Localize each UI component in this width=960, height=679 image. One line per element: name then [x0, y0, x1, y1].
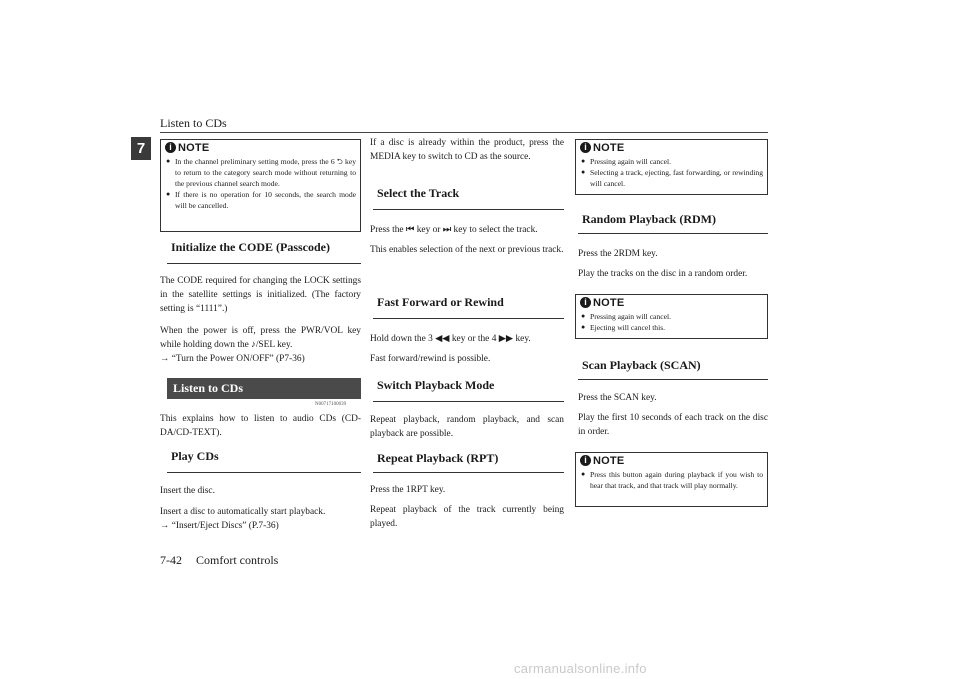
info-icon: i: [165, 142, 176, 153]
info-icon: i: [580, 455, 591, 466]
footer-section: Comfort controls: [196, 553, 279, 567]
section-title-fast-forward: Fast Forward or Rewind: [373, 295, 564, 319]
section-title-repeat-playback: Repeat Playback (RPT): [373, 451, 564, 473]
paragraph: Insert a disc to automatically start playback.: [160, 507, 326, 517]
note-label: NOTE: [593, 296, 625, 309]
info-icon: i: [580, 142, 591, 153]
paragraph: Play the tracks on the disc in a random order.: [578, 269, 748, 279]
note-item: ● Selecting a track, ejecting, fast forwarding, or rewinding will cancel.: [581, 167, 763, 189]
watermark: carmanualsonline.info: [514, 661, 647, 676]
paragraph: Fast forward/rewind is possible.: [370, 354, 491, 364]
note-label: NOTE: [593, 141, 625, 154]
paragraph: Play the first 10 seconds of each track on the disc in order.: [578, 413, 768, 437]
note-label: NOTE: [593, 454, 625, 467]
paragraph: Press the SCAN key.: [578, 393, 657, 403]
paragraph: When the power is off, press the PWR/VOL key while holding down the ♪/SEL key.: [160, 326, 361, 350]
paragraph: Press the 1RPT key.: [370, 485, 446, 495]
note-item: ● Pressing again will cancel.: [581, 156, 763, 167]
note-item: ● In the channel preliminary setting mode, press the 6 ⮌ key to return to the category search mode without returning to the previous channel search mode.: [166, 156, 356, 189]
paragraph: Repeat playback, random playback, and scan playback are possible.: [370, 415, 564, 439]
document-code: N00717100039: [315, 402, 347, 407]
note-item: ● If there is no operation for 10 seconds, the search mode will be cancelled.: [166, 189, 356, 211]
note-box-channel: [160, 139, 361, 232]
section-title-listen-to-cds: Listen to CDs: [167, 378, 361, 399]
cross-reference-link[interactable]: → “Turn the Power ON/OFF” (P7-36): [160, 354, 305, 364]
paragraph: This explains how to listen to audio CDs (CD-DA/CD-TEXT).: [160, 414, 361, 438]
section-title-scan-playback: Scan Playback (SCAN): [578, 358, 768, 380]
note-label: NOTE: [178, 141, 210, 154]
note-box-random: [575, 294, 768, 339]
section-title-initialize-code: Initialize the CODE (Passcode): [167, 240, 361, 264]
note-box-scan: [575, 452, 768, 507]
section-title-play-cds: Play CDs: [167, 449, 361, 473]
paragraph: Repeat playback of the track currently being played.: [370, 505, 564, 529]
chapter-tab: 7: [131, 137, 151, 160]
section-title-select-track: Select the Track: [373, 186, 564, 210]
page-footer: [160, 553, 292, 568]
section-title-random-playback: Random Playback (RDM): [578, 212, 768, 234]
cross-reference-link[interactable]: → “Insert/Eject Discs” (P.7-36): [160, 521, 279, 531]
note-item: ● Pressing again will cancel.: [581, 311, 763, 322]
paragraph: Press the 2RDM key.: [578, 249, 658, 259]
paragraph: Insert the disc.: [160, 486, 215, 496]
note-box-repeat: [575, 139, 768, 195]
page-number: 7-42: [160, 553, 182, 567]
paragraph: Hold down the 3 ◀◀ key or the 4 ▶▶ key.: [370, 334, 531, 344]
paragraph: This enables selection of the next or previous track.: [370, 245, 564, 255]
info-icon: i: [580, 297, 591, 308]
header-rule: [160, 132, 768, 133]
section-title-switch-playback: Switch Playback Mode: [373, 378, 564, 402]
paragraph: If a disc is already within the product, press the MEDIA key to switch to CD as the source.: [370, 138, 564, 162]
note-item: ● Press this button again during playback if you wish to hear that track, and that track will play normally.: [581, 469, 763, 491]
paragraph: Press the ⏮ key or ⏭ key to select the track.: [370, 225, 538, 235]
page-header-title: Listen to CDs: [160, 116, 227, 130]
paragraph: The CODE required for changing the LOCK settings in the satellite settings is initialized. (The factory setting is “1111”.): [160, 276, 361, 314]
note-item: ● Ejecting will cancel this.: [581, 322, 763, 333]
